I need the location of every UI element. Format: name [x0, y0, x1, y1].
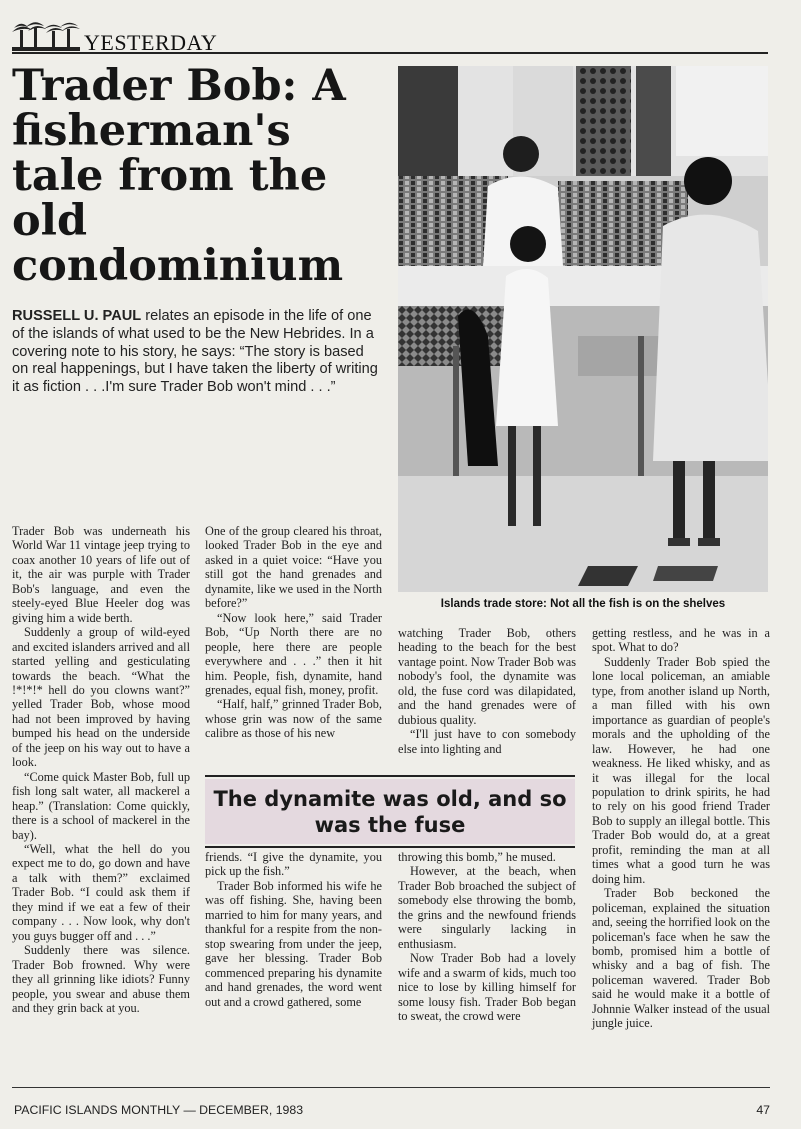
paragraph: Trader Bob was underneath his World War 11 vintage jeep trying to coax another 10 years of life out of it, the air was purple with Trader Bob's language, and even the steely-eyed Blue Heeler dog was giving him a wide berth.	[12, 524, 190, 625]
paragraph: “Come quick Master Bob, full up fish long salt water, all mackerel a heap.” (Translation: Come quickly, there is a school of mackerel in the bay).	[12, 769, 190, 842]
paragraph: Suddenly a group of wild-eyed and excited islanders arrived and all started yelling and gesticulating towards the beach. “What the !*!*!* hell do you clowns want?” yelled Trader Bob, whose mood had not been improved by having bumped his head on the underside of the jeep on his way out to have a look.	[12, 625, 190, 770]
text-column-3-bottom	[398, 850, 576, 1023]
author-name: RUSSELL U. PAUL	[12, 308, 142, 324]
header-rule	[12, 52, 768, 54]
text-column-2-bottom	[205, 850, 382, 1009]
text-column-4	[592, 626, 770, 1031]
text-column-3-top	[398, 626, 576, 756]
footer-rule	[12, 1087, 770, 1088]
paragraph: However, at the beach, when Trader Bob broached the subject of somebody else throwing the bomb, the grins and the newfound friends were singularly lacking in enthusiasm.	[398, 864, 576, 951]
section-label: YESTERDAY	[84, 30, 218, 55]
paragraph: Trader Bob beckoned the policeman, explained the situation and, seeing the horrified look on the policeman's face when he saw the bomb, promised him a bottle of whisky and a bag of fish. The policeman wavered. Trader Bob said he would make it a bottle of Johnnie Walker instead of the usual jungle juice.	[592, 886, 770, 1031]
paragraph: Now Trader Bob had a lovely wife and a swarm of kids, much too nice to lose by killing himself for some lousy fish. Trader Bob began to sweat, the crowd were	[398, 951, 576, 1023]
article-intro	[12, 308, 380, 397]
paragraph: “Well, what the hell do you expect me to do, go down and have a talk with them?” exclaimed Trader Bob. “I could ask them if they mind if we eat a few of their company . . . Now look, why don't you guys bugger off and . . .”	[12, 841, 190, 943]
paragraph: “Now look here,” said Trader Bob, “Up North there are no people, here there are people everywhere and . . .” then it hit him. People, fish, dynamite, hand grenades, equal fish, money, profit.	[205, 610, 382, 697]
paragraph: “I'll just have to con somebody else into lighting and	[398, 727, 576, 756]
paragraph: Suddenly Trader Bob spied the lone local policeman, an amiable type, from another island up North, a man filled with his own importance as guardian of people's morals and the upholding of the law. However, he had one weakness. He liked whisky, and as it was illegal for the local population to drink spirits, he had to rely on his good friend Trader Bob to supply an illegal bottle. This Trader Bob would do, at a great profit, reminding the man at all times what a good turn he was doing him.	[592, 654, 770, 886]
intro-text: relates an episode in the life of one of the islands of what used to be the New Hebrides. In a covering note to his story, he says: “The story is based on real happenings, but I have taken the liberty of writing it as fiction . . .I'm sure Trader Bob won't mind . . .”	[12, 308, 378, 396]
paragraph: getting restless, and he was in a spot. What to do?	[592, 626, 770, 655]
text-column-2-top	[205, 524, 382, 741]
publication-footer: PACIFIC ISLANDS MONTHLY — DECEMBER, 1983	[14, 1103, 304, 1117]
page-number: 47	[756, 1103, 770, 1117]
paragraph: friends. “I give the dynamite, you pick up the fish.”	[205, 850, 382, 879]
paragraph: Trader Bob informed his wife he was off fishing. She, having been married to him for many years, and thankful for a respite from the non-stop swearing from under the jeep, gave her blessing. Trader Bob commenced preparing his dynamite and hand grenades, the word went out and a crowd gathered, some	[205, 878, 382, 1009]
article-title: Trader Bob: A fisherman's tale from the old condominium	[12, 61, 346, 291]
text-column-1	[12, 524, 190, 1015]
pull-quote-top-rule	[205, 775, 575, 777]
paragraph: “Half, half,” grinned Trader Bob, whose grin was now of the same calibre as those of his new	[205, 697, 382, 741]
palm-trees-logo-icon	[12, 18, 80, 54]
pull-quote: The dynamite was old, and so was the fuse	[213, 787, 567, 837]
pull-quote-bottom-rule	[205, 846, 575, 848]
photo-caption: Islands trade store: Not all the fish is on the shelves	[440, 598, 726, 610]
paragraph: throwing this bomb,” he mused.	[398, 850, 556, 864]
paragraph: watching Trader Bob, others heading to the beach for the best vantage point. Now Trader Bob was nobody's fool, the dynamite was old, the fuse cord was dilapidated, and the hand grenades were of dubious quality.	[398, 626, 576, 727]
trade-store-photo	[398, 66, 768, 592]
paragraph: Suddenly there was silence. Trader Bob frowned. Why were they all grinning like idiots? Funny people, you swear and abuse them and they grin back at you.	[12, 943, 190, 1015]
paragraph: One of the group cleared his throat, looked Trader Bob in the eye and asked in a quiet voice: “Have you still got the hand grenades and dynamite, like we used in the North before?”	[205, 524, 382, 611]
